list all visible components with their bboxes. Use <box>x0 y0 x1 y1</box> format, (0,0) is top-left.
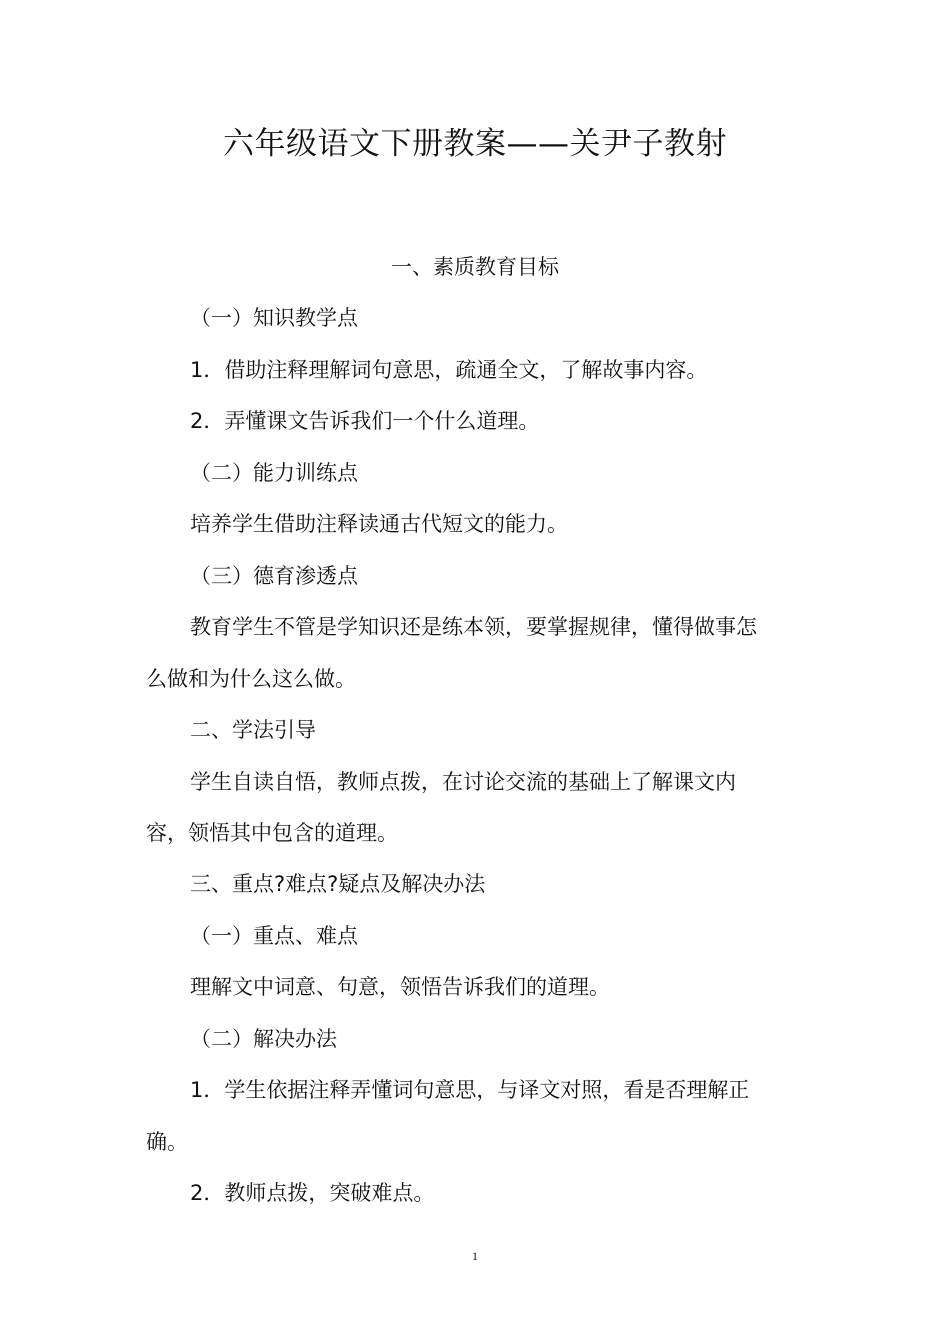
subheading-moral: （三）德育渗透点 <box>190 564 358 588</box>
paragraph-line: 么做和为什么这么做。 <box>146 667 356 691</box>
paragraph-line: 理解文中词意、句意，领悟告诉我们的道理。 <box>190 975 610 999</box>
paragraph-line: 确。 <box>146 1130 188 1154</box>
document-title: 六年级语文下册教案——关尹子教射 <box>223 126 727 162</box>
paragraph-line: 培养学生借助注释读通古代短文的能力。 <box>190 512 568 536</box>
paragraph-line: 2．教师点拨，突破难点。 <box>190 1181 435 1205</box>
paragraph-line: 1．借助注释理解词句意思，疏通全文，了解故事内容。 <box>190 358 708 382</box>
paragraph-line: 教育学生不管是学知识还是练本领，要掌握规律，懂得做事怎 <box>190 615 757 639</box>
page-number: 1 <box>472 1249 478 1263</box>
subheading-key-difficult: （一）重点、难点 <box>190 924 358 948</box>
section-heading-goals: 一、素质教育目标 <box>391 255 559 279</box>
subheading-ability: （二）能力训练点 <box>190 461 358 485</box>
section-heading-method: 二、学法引导 <box>190 718 316 742</box>
paragraph-line: 1．学生依据注释弄懂词句意思，与译文对照，看是否理解正 <box>190 1078 750 1102</box>
section-heading-key-points: 三、重点?难点?疑点及解决办法 <box>190 872 486 896</box>
subheading-solution: （二）解决办法 <box>190 1027 337 1051</box>
paragraph-line: 2．弄懂课文告诉我们一个什么道理。 <box>190 409 540 433</box>
paragraph-line: 学生自读自悟，教师点拨，在讨论交流的基础上了解课文内 <box>190 770 736 794</box>
subheading-knowledge: （一）知识教学点 <box>190 306 358 330</box>
paragraph-line: 容，领悟其中包含的道理。 <box>146 821 398 845</box>
